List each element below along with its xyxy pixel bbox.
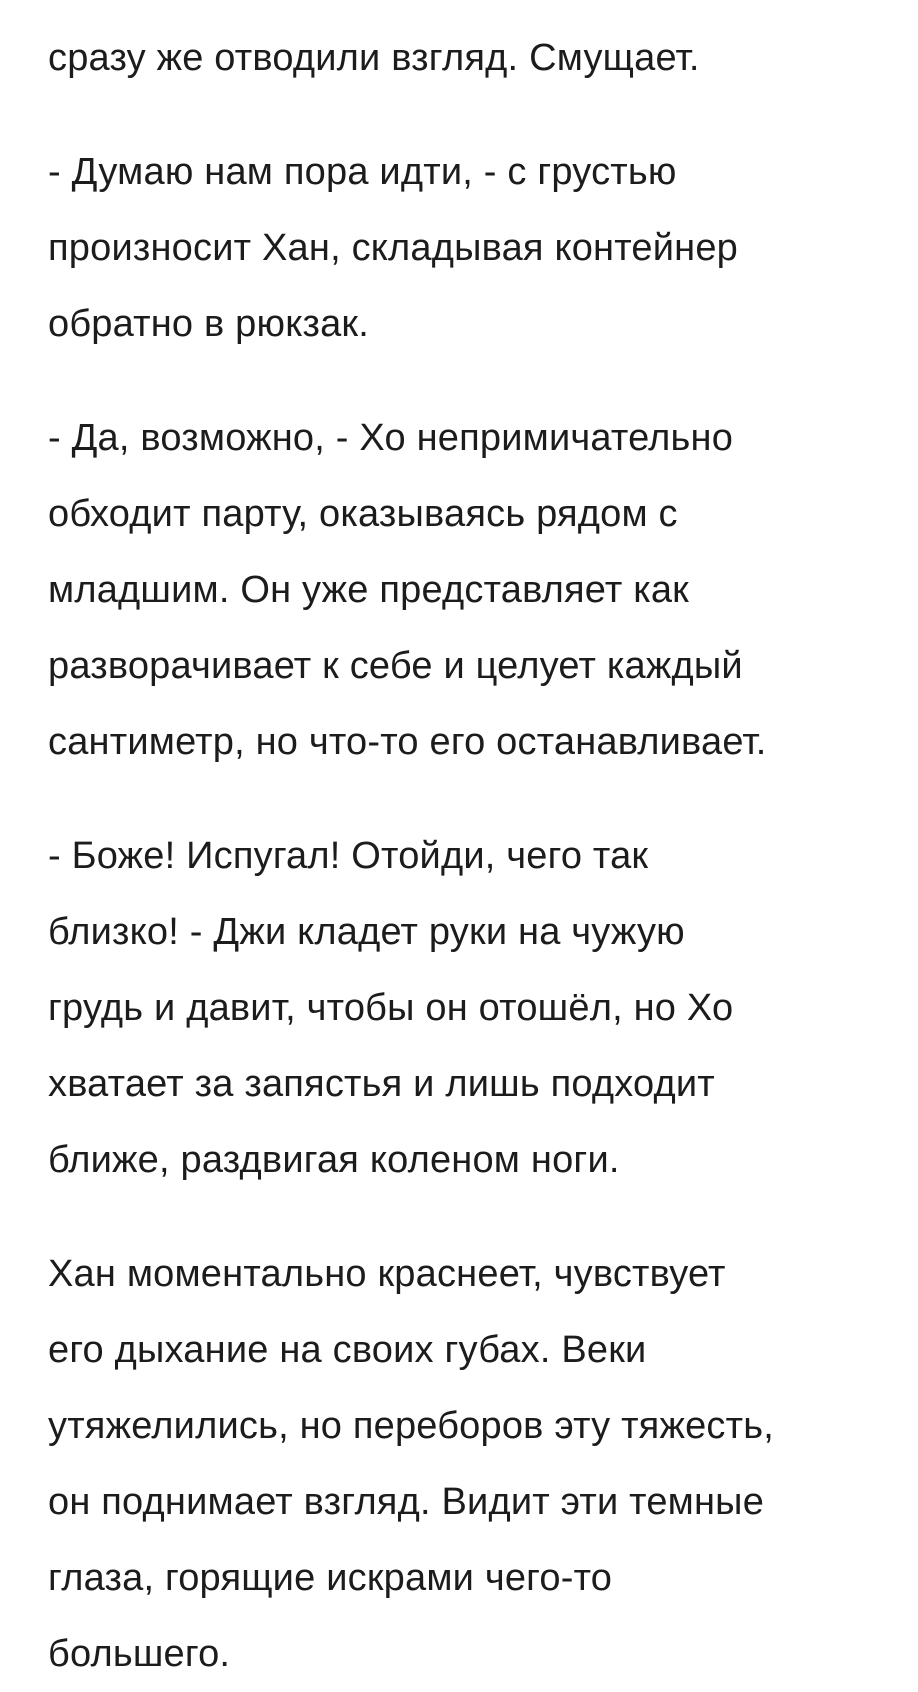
cut-off-text-line [48,0,868,10]
text-line: обходит парту, оказываясь рядом с [48,493,678,535]
text-line: Хан моментально краснеет, чувствует [48,1253,726,1295]
text-line: близко! - Джи кладет руки на чужую [48,911,685,953]
paragraph-spacer [48,96,878,134]
paragraph-5 [48,1236,878,1692]
story-text [48,20,878,1692]
text-line: он поднимает взгляд. Видит эти темные [48,1481,765,1523]
text-line: - Да, возможно, - Хо непримичательно [48,417,734,459]
text-line: произносит Хан, складывая контейнер [48,227,739,269]
paragraph-3 [48,400,878,780]
text-line: сантиметр, но что-то его останавливает. [48,721,767,763]
text-line: утяжелились, но переборов эту тяжесть, [48,1405,774,1447]
text-line: большего. [48,1633,231,1675]
text-line: сразу же отводили взгляд. Смущает. [48,37,700,79]
text-line: - Боже! Испугал! Отойди, чего так [48,835,649,877]
paragraph-1 [48,20,878,96]
text-line: его дыхание на своих губах. Веки [48,1329,647,1371]
paragraph-4 [48,818,878,1198]
paragraph-spacer [48,362,878,400]
paragraph-spacer [48,780,878,818]
text-line: хватает за запястья и лишь подходит [48,1063,715,1105]
text-line: ближе, раздвигая коленом ноги. [48,1139,620,1181]
text-line: младшим. Он уже представляет как [48,569,690,611]
text-line: глаза, горящие искрами чего-то [48,1557,613,1599]
paragraph-spacer [48,1198,878,1236]
text-line: - Думаю нам пора идти, - с грустью [48,151,677,193]
text-line: обратно в рюкзак. [48,303,369,345]
text-line: разворачивает к себе и целует каждый [48,645,743,687]
paragraph-2 [48,134,878,362]
text-line: грудь и давит, чтобы он отошёл, но Хо [48,987,734,1029]
